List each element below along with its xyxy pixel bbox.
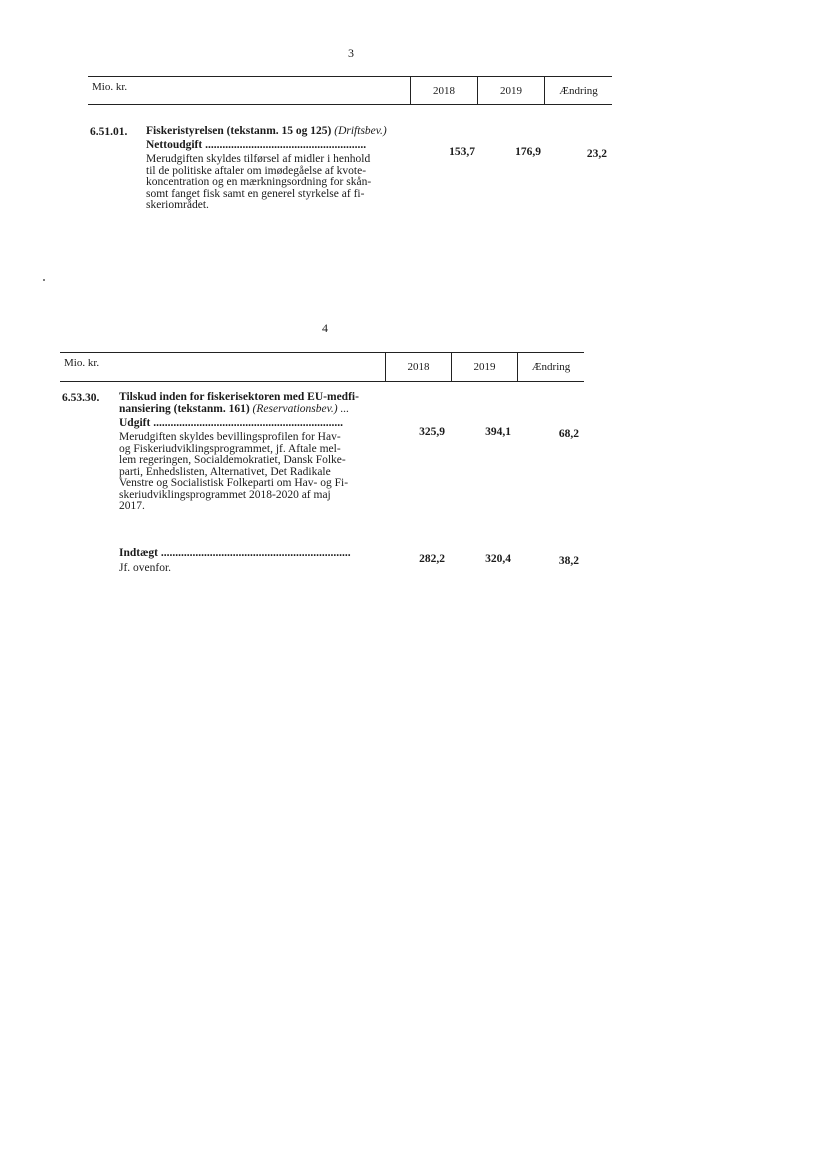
description-line: skeriudviklingsprogrammet 2018-2020 af maj bbox=[119, 488, 331, 501]
table-header bbox=[60, 352, 584, 382]
expense-line bbox=[119, 418, 382, 430]
account-code: 6.51.01. bbox=[90, 126, 128, 138]
income-description: Jf. ovenfor. bbox=[119, 562, 172, 574]
description bbox=[146, 154, 416, 212]
description-line: parti, Enhedslisten, Alternativet, Det Radikale bbox=[119, 465, 331, 478]
expense-value-2018: 325,9 bbox=[419, 426, 445, 438]
income-value-2018: 282,2 bbox=[419, 553, 445, 565]
description-line: Merudgiften skyldes tilførsel af midler i henhold bbox=[146, 153, 371, 165]
net-expense-line bbox=[146, 140, 411, 152]
page-number: 4 bbox=[322, 321, 328, 335]
description-line: somt fanget fisk samt en generel styrkelse af fi- bbox=[146, 187, 365, 200]
value-change: 23,2 bbox=[586, 148, 607, 160]
description-line: skeriområdet. bbox=[146, 199, 209, 211]
table-header bbox=[88, 76, 612, 105]
income-line bbox=[119, 548, 382, 560]
year-2018-header: 2018 bbox=[385, 353, 451, 381]
description-line: Merudgiften skyldes bevillingsprofilen for Hav- bbox=[119, 431, 341, 443]
leader-dots: .................................................................. bbox=[153, 418, 343, 429]
value-2018: 153,7 bbox=[449, 146, 475, 158]
description-line: Venstre og Socialistisk Folkeparti om Hav- og Fi- bbox=[119, 477, 349, 489]
account-title-text: Fiskeristyrelsen (tekstanm. 15 og 125) bbox=[146, 125, 332, 137]
expense-label: Udgift bbox=[119, 418, 151, 429]
year-2019-header: 2019 bbox=[477, 77, 544, 104]
scan-speck bbox=[43, 279, 45, 281]
leader-dots: ........................................................ bbox=[205, 140, 367, 151]
unit-label: Mio. kr. bbox=[64, 357, 100, 369]
change-header: Ændring bbox=[544, 77, 612, 104]
expense-description bbox=[119, 432, 385, 513]
account-title-line: Tilskud inden for fiskerisektoren med EU-medfi- bbox=[119, 391, 359, 403]
year-2018-header: 2018 bbox=[410, 77, 477, 104]
description-line: lem regeringen, Socialdemokratiet, Dansk Folke- bbox=[119, 454, 346, 466]
account-title-line bbox=[119, 404, 359, 416]
expense-value-change: 68,2 bbox=[558, 428, 579, 440]
appropriation-type: (Reservationsbev.) ... bbox=[252, 402, 350, 415]
year-2019-header: 2019 bbox=[451, 353, 517, 381]
page-number: 3 bbox=[348, 46, 354, 60]
expense-value-2019: 394,1 bbox=[485, 426, 511, 438]
account-title bbox=[146, 126, 387, 138]
income-value-change: 38,2 bbox=[558, 555, 579, 567]
change-header: Ændring bbox=[517, 353, 584, 381]
description-line: og Fiskeriudviklingsprogrammet, jf. Aftale mel- bbox=[119, 442, 341, 455]
description-line: 2017. bbox=[119, 500, 145, 512]
description-line: til de politiske aftaler om imødegåelse af kvote- bbox=[146, 164, 367, 177]
value-2019: 176,9 bbox=[515, 146, 541, 158]
description-line: koncentration og en mærkningsordning for skån- bbox=[146, 176, 372, 188]
income-value-2019: 320,4 bbox=[485, 553, 511, 565]
net-expense-label: Nettoudgift bbox=[146, 140, 203, 151]
account-title-text: nansiering (tekstanm. 161) bbox=[119, 402, 250, 415]
account-title bbox=[119, 392, 359, 415]
leader-dots: .................................................................. bbox=[160, 548, 351, 559]
unit-label: Mio. kr. bbox=[92, 81, 128, 93]
income-label: Indtægt bbox=[119, 548, 158, 559]
account-code: 6.53.30. bbox=[62, 392, 100, 404]
appropriation-type: (Driftsbev.) bbox=[334, 125, 387, 137]
